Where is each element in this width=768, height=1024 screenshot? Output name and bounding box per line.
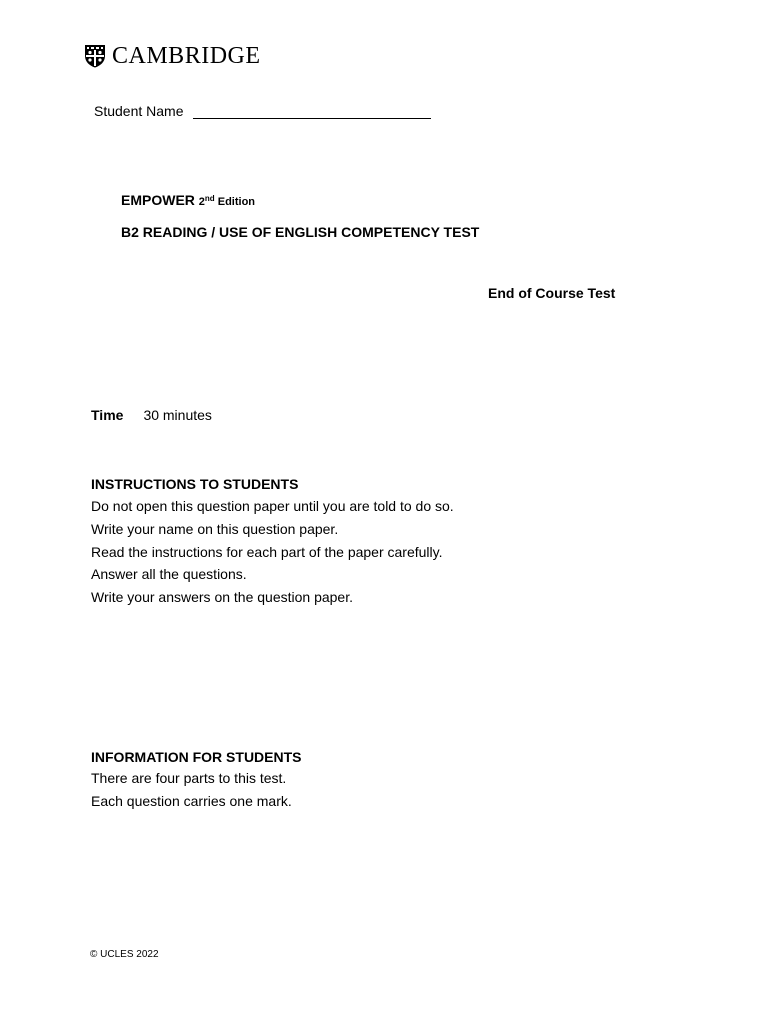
instruction-line: Read the instructions for each part of the paper carefully.	[91, 543, 443, 560]
cambridge-crest-icon	[84, 44, 106, 68]
course-test-label: End of Course Test	[488, 285, 616, 301]
information-section	[91, 749, 302, 813]
edition-label: Edition	[217, 196, 256, 208]
logo-text: CAMBRIDGE	[112, 43, 261, 69]
edition-number: 2	[198, 196, 205, 208]
information-line: Each question carries one mark.	[91, 792, 292, 809]
instruction-line: Write your answers on the question paper.	[91, 589, 354, 606]
instructions-section	[91, 476, 454, 609]
edition-number-block	[199, 196, 255, 208]
instructions-heading: INSTRUCTIONS TO STUDENTS	[91, 476, 299, 492]
instruction-line: Answer all the questions.	[91, 566, 247, 583]
student-name-label: Student Name	[94, 103, 184, 119]
time-label: Time	[91, 407, 124, 423]
student-name-row	[94, 102, 431, 119]
edition-brand: EMPOWER	[121, 192, 195, 208]
edition-suffix: nd	[204, 194, 215, 203]
test-title: B2 READING / USE OF ENGLISH COMPETENCY TEST	[121, 224, 480, 240]
edition-heading	[121, 192, 255, 208]
instruction-line: Do not open this question paper until you are told to do so.	[91, 498, 454, 514]
time-value: 30 minutes	[143, 407, 212, 423]
copyright-footer: © UCLES 2022	[90, 949, 159, 960]
student-name-field[interactable]	[193, 102, 431, 119]
information-heading: INFORMATION FOR STUDENTS	[91, 749, 302, 765]
cambridge-logo	[84, 44, 261, 68]
time-row	[91, 407, 212, 423]
instruction-line: Write your name on this question paper.	[91, 520, 339, 537]
information-line: There are four parts to this test.	[91, 770, 287, 786]
